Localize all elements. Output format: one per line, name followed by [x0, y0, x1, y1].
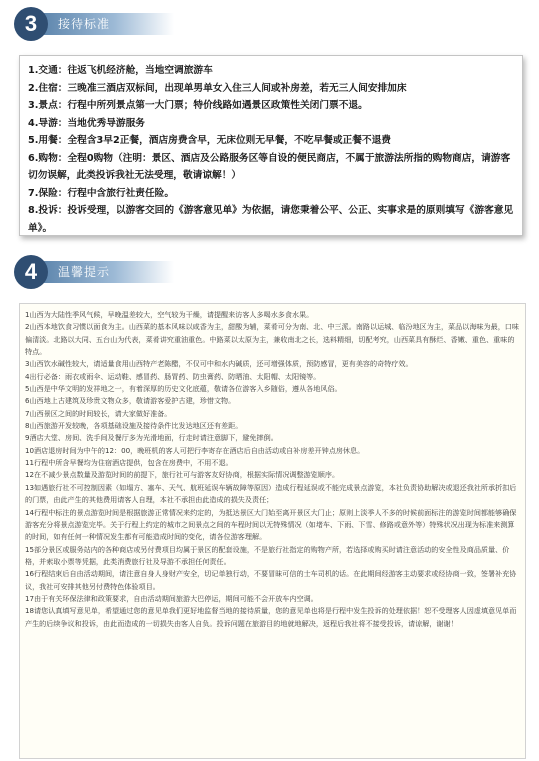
tip-item: 7山西景区之间的时间较长，请大家做好准备。	[25, 408, 172, 418]
standard-item-complaints: 8.投诉：投诉受理，以游客交回的《游客意见单》为依据，请您秉着公平、公正、实事求是的原则填写《游客意见单》。	[28, 205, 514, 234]
section-4-number-badge: 4	[14, 255, 48, 289]
tip-item: 3山西饮水碱性较大，请适量食用山西特产老陈醋，不仅可中和水内碱质，还可增强体质，预防感冒，更有美容的奇特疗效。	[25, 359, 413, 369]
standard-item-meals: 5.用餐：全程含3早2正餐，酒店房费含早，无床位则无早餐，不吃早餐或正餐不退费	[28, 135, 391, 146]
tip-item: 15部分景区或服务站内的各种商店或另付费项目均属于景区的配套设施，不是旅行社指定的购物产所，若选择或购买时请注意活动的安全性及商品质量、价格，并索取小票等凭据，此类消费旅行社及导游不承担任何责任。	[25, 544, 510, 566]
tip-item: 11行程中所含早餐均为住宿酒店提供，包含在房费中，不用不退。	[25, 458, 233, 468]
tip-item: 4出行必备：雨衣或雨伞、运动鞋、感冒药、肠胃药、防虫膏药、防晒油、太阳帽、太阳镜等。	[25, 371, 321, 381]
standard-item-guide: 4.导游：当地优秀导游服务	[28, 117, 145, 129]
tip-item: 9酒店大堂、房间、洗手间及餐厅多为光滑地面，行走时请注意脚下，避免摔倒。	[25, 433, 278, 443]
tip-item: 16行程结束后自由活动期间，请注意自身人身财产安全，切记单独行动，不要冒昧可信的士车司机的话。在此期间经游客主动要求或经协商一致，签署补充协议，我社可安排其他另付费特色体验项目。	[25, 569, 517, 591]
tip-item: 14行程中标注的景点游览时间是根据旅游正常情况来约定的，为抵达景区大门始至离开景区大门止；原则上淡季人不多的时候前面标注的游览时间都能够确保游客充分将景点游览完毕。关于行程上约定的城市之间景点之间的车程时间以无特殊情况（如堵车、下雨、下雪、修路或意外等）特殊状况出现为标准来测算的时间，如有任何一种情况发生都有可能造成时间的变化，请各位游客理解。	[25, 507, 517, 542]
tip-item: 12在不减少景点数量及游览时间的前提下，旅行社可与游客友好协商，根据实际情况调整游览顺序。	[25, 470, 340, 480]
standard-item-attractions: 3.景点：行程中所列景点第一大门票；特价线路如遇景区政策性关闭门票不退。	[28, 100, 368, 111]
tip-item: 17由于有关环保法律和政策要求，自由活动期间旅游大巴停运，期间可能不会开放车内空调。	[25, 593, 318, 603]
standard-item-accommodation: 2.住宿：三晚准三酒店双标间，出现单男单女入住三人间或补房差，若无三人间安排加床	[28, 82, 407, 94]
tip-item: 6山西地上古建筑及珍贵文物众多，敬请游客爱护古建，珍惜文物。	[25, 396, 236, 406]
reception-standards-box	[19, 55, 523, 236]
tip-item: 10酒店退房时间为中午的12：00，晚班机的客人可把行李寄存在酒店后自由活动或自补房差开钟点房休息。	[25, 445, 365, 455]
travel-tips-box	[19, 303, 526, 759]
tip-item: 8山西旅游开发较晚，各项基础设施及接待条件比发达地区还有差距。	[25, 421, 243, 431]
tip-item: 18请您认真填写意见单，希望通过您的意见单我们更好地监督当地的接待质量，您的意见单也将是行程中发生投诉的处理依据！恕不受理客人因虚填意见单而产生的后续争议和投诉，由此而造成的一切损失由客人自负。投诉问题在旅游目的地就地解决，返程后我社将不接受投诉，请谅解，谢谢！	[25, 606, 517, 628]
standard-item-shopping: 6.购物：全程0购物（注明：景区、酒店及公路服务区等自设的便民商店，不属于旅游法所指的购物商店，请游客切勿误解，此类投诉我社无法受理，敬请谅解！）	[28, 152, 511, 181]
section-3-title: 接待标准	[42, 13, 174, 35]
tip-item: 5山西是中华文明的发祥地之一，有着深厚的历史文化底蕴，敬请各位游客入乡随俗，遵从各地风俗。	[25, 384, 342, 394]
tip-item: 1山西为大陆性季风气候，早晚温差较大，空气较为干燥，请提醒来访客人多喝水多食水果。	[25, 310, 314, 319]
standard-item-insurance: 7.保险：行程中含旅行社责任险。	[28, 187, 175, 199]
section-4-title: 温馨提示	[42, 261, 174, 283]
section-3-number-badge: 3	[14, 7, 48, 41]
tip-item: 13如遇旅行社不可控制因素（如塌方、塞车、天气、航班延误车辆故障等原因）造成行程延误或不能完成景点游览，本社负责协助解决或退还我社所承折扣后的门票，由此产生的其他费用请客人自理，本社不承担由此造成的损失及责任；	[25, 482, 517, 505]
standard-item-transport: 1.交通：往返飞机经济舱，当地空调旅游车	[28, 65, 213, 76]
tip-item: 2山西本地饮食习惯以面食为主。山西菜的基本风味以咸香为主，甜酸为辅，菜肴可分为南、北、中三派。南路以运城、临汾地区为主，菜品以海味为最，口味偏清淡。北路以大同、五台山为代表，菜肴讲究重油重色。中路菜以太原为主，兼收南北之长，选料精细，切配考究，山西菜具有酥烂、香嫩、重色、重味的特点。	[25, 322, 519, 357]
